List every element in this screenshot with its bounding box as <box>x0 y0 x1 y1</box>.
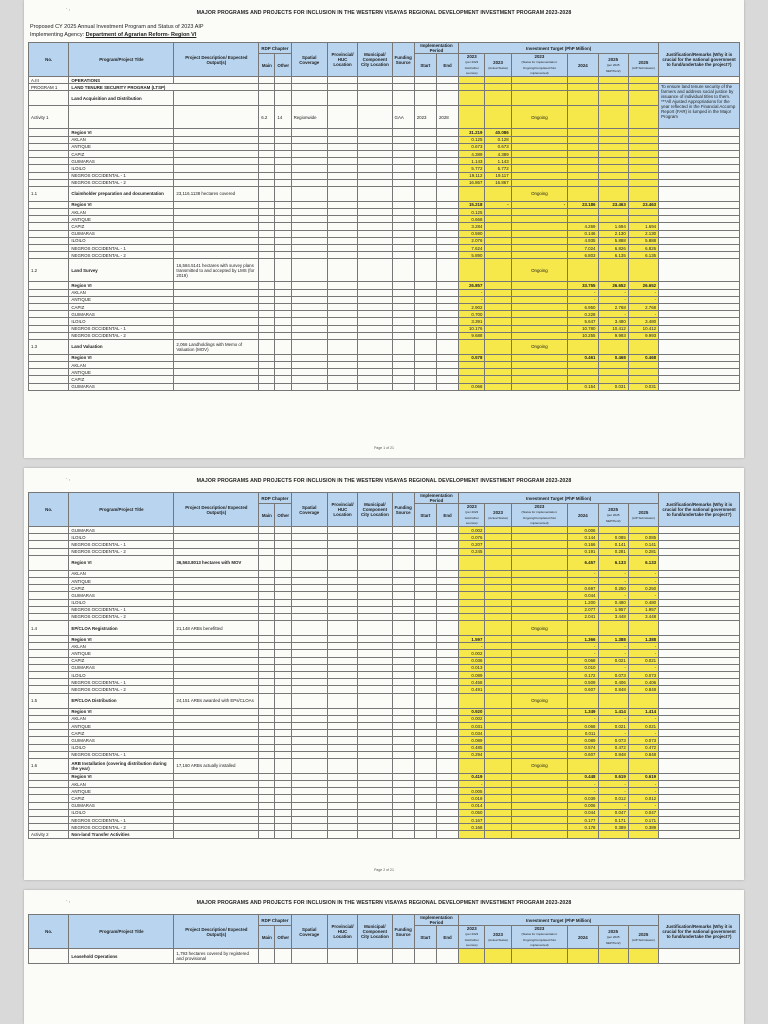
table-row: ANTIQUE - - - <box>29 577 740 584</box>
table-row: CAPIZ 0.036 0.068 0.021 0.021 <box>29 657 740 664</box>
table-row: NEGROS OCCIDENTAL - 1 2.077 1.957 1.957 <box>29 606 740 613</box>
table-row: Region VI 36,563.8013 hectares with MOV 6.457 6.133 6.133 <box>29 555 740 570</box>
table-row: 1.6 ARB Installation (covering distribution during the year) 17,160 ARBs actually installed Ongoing <box>29 758 740 773</box>
table-row: PROGRAM 1 LAND TENURE SECURITY PROGRAM (LTSP) To ensure land tenure security of the farmers and address social justice by issuance of individual titles to them. ***All Ajusted Appropriations for the year reflected in the Financial Accomp Report (FAR) is lumped in the Major Program <box>29 84 740 91</box>
table-row: ANTIQUE 0.002 - - - <box>29 650 740 657</box>
document-subtitle: Proposed CY 2025 Annual Investment Program and Status of 2023 AIP <box>30 24 204 30</box>
status-badge: Ongoing <box>511 339 568 354</box>
table-row: AKLAN <box>29 362 740 369</box>
table-row: ILOILO 2.076 4.935 5.888 5.888 <box>29 237 740 244</box>
table-row: AKLAN - - - - <box>29 643 740 650</box>
status-badge: Ongoing <box>511 693 568 708</box>
table-row: Region VI 31.219 40.086 <box>29 129 740 136</box>
page-footer: Page 1 of 21 <box>374 446 394 450</box>
table-row: NEGROS OCCIDENTAL - 2 0.491 0.607 0.848 0.848 <box>29 686 740 693</box>
table-row: CAPIZ <box>29 376 740 383</box>
table-row: GUIMARAS 0.044 - - <box>29 592 740 599</box>
table-row: ILOILO 0.050 0.044 0.047 0.047 <box>29 809 740 816</box>
table-row: ANTIQUE 0.005 - - - <box>29 788 740 795</box>
table-row: Region VI 1.597 1.366 1.388 1.388 <box>29 636 740 643</box>
document-title: MAJOR PROGRAMS AND PROJECTS FOR INCLUSION IN THE WESTERN VISAYAS REGIONAL DEVELOPMENT INVESTMENT PROGRAM 2023-2028 <box>196 478 572 484</box>
status-badge: Ongoing <box>511 621 568 636</box>
table-row: NEGROS OCCIDENTAL - 1 0.167 0.177 0.171 0.171 <box>29 817 740 824</box>
implementing-agency: Implementing Agency: Department of Agrarian Reform- Region VI <box>30 32 197 38</box>
aip-table-page-3: No. Program/Project Title Project Description/ Expected Output(s) RDP Chapter Spatial Coverage Provincial/ HUC Location Municipal/ Component City Location Funding Source Implementation Period Investment Target (PhP Million) Justification/Remarks (Why it is crucial for the national government to fund/undertake the project?) Main Other Start End 2023 (per 2023 GAA/other sources) 2023 (Actual Status) 2023 (Status for implementation: Ongoing/Completed /Not implemented) 2024 2025 (per 2025 NEP/Tier2) 2025 (AIP Submission) Leasehold Operations 1,793 hectares covered by registered and provisional <box>28 914 740 964</box>
table-row: Region VI 0.578 0.461 0.468 0.468 <box>29 354 740 361</box>
table-row: Land Acquisition and Distribution <box>29 91 740 106</box>
aip-table-page-2: No. Program/Project Title Project Description/ Expected Output(s) RDP Chapter Spatial Coverage Provincial/ HUC Location Municipal/ Component City Location Funding Source Implementation Period Investment Target (PhP Million) Justification/Remarks (Why it is crucial for the national government to fund/undertake the project?) Main Other Start End 2023 (per 2023 GAA/other sources) 2023 (Actual Status) 2023 (Status for implementation: Ongoing/Completed /Not implemented) 2024 2025 (per 2025 NEP/Tier2) 2025 (AIP Submission) GUIMARAS 0.002 0.006 ILOILO 0.076 0.144 0.085 0.085 NEGROS OCCIDENTAL - 1 0.207 0.166 0.141 0.141 NEGROS OCCIDENTAL - 2 0.245 0.191 0.281 0.281 Region VI 36,563.8013 hectares with MOV 6.457 6.133 6.133 AKLAN - - - ANTIQUE - - - CAPIZ 0.697 0.250 0.250 GUIMARAS 0.044 - - ILOILO 1.200 0.480 0.480 NEGROS OCCIDENTAL - 1 2.077 1.957 1.957 NEGROS OCCIDENTAL - 2 2.041 3.448 3.448 1.4 EP/CLOA Registration 21,148 ARBs benefitted Ongoing Region VI 1.597 1.366 1.388 1.388 AKLAN - - - - ANTIQUE 0.002 - - - CAPIZ 0.036 0.068 0.021 0.021 GUIMARAS 0.013 0.010 - - ILOILO 0.089 0.172 0.073 0.073 NEGROS OCCIDENTAL - 1 0.458 0.509 0.406 0.406 NEGROS OCCIDENTAL - 2 0.491 0.607 0.848 0.848 1.5 EP/CLOA Distribution 24,151 ARBs awarded with EPs/CLOAs Ongoing Region VI 0.920 1.349 1.414 1.414 AKLAN 0.002 - - - ANTIQUE 0.031 0.068 0.021 0.021 CAPIZ 0.034 0.011 - - GUIMARAS 0.089 0.089 0.073 0.073 ILOILO 0.485 0.574 0.472 0.472 NEGROS OCCIDENTAL - 1 0.294 0.607 0.848 0.848 1.6 ARB Installation (covering distribution during the year) 17,160 ARBs actually installed Ongoing Region VI 0.419 0.448 0.619 0.619 AKLAN - - - - ANTIQUE 0.005 - - - CAPIZ 0.018 0.039 0.012 0.012 GUIMARAS 0.014 0.006 - - ILOILO 0.050 0.044 0.047 0.047 NEGROS OCCIDENTAL - 1 0.167 0.177 0.171 0.171 NEGROS OCCIDENTAL - 2 0.168 0.178 0.389 0.389 Activity 2 Non-land Transfer Activities <box>28 492 740 839</box>
table-row: NEGROS OCCIDENTAL - 2 0.168 0.178 0.389 0.389 <box>29 824 740 831</box>
table-row: CAPIZ 0.697 0.250 0.250 <box>29 585 740 592</box>
document-title: MAJOR PROGRAMS AND PROJECTS FOR INCLUSION IN THE WESTERN VISAYAS REGIONAL DEVELOPMENT INVESTMENT PROGRAM 2023-2028 <box>196 10 572 16</box>
table-row: GUIMARAS 0.089 0.089 0.073 0.073 <box>29 737 740 744</box>
table-row: A.III OPERATIONS <box>29 77 740 84</box>
table-row: ILOILO 1.200 0.480 0.480 <box>29 599 740 606</box>
page-3: · , MAJOR PROGRAMS AND PROJECTS FOR INCLUSION IN THE WESTERN VISAYAS REGIONAL DEVELOPMENT INVESTMENT PROGRAM 2023-2028 No. Program/Project Title Project Description/ Expected Output(s) RDP Chapter Spatial Coverage Provincial/ HUC Location Municipal/ Component City Location Funding Source Implementation Period Investment Target (PhP Million) Justification/Remarks (Why it is crucial for the national government to fund/undertake the project?) Main Other Start End 2023 (per 2023 GAA/other sources) 2023 (Actual Status) 2023 (Status for implementation: Ongoing/Completed /Not implemented) 2024 2025 (per 2025 NEP/Tier2) 2025 (AIP Submission) Leasehold Operations 1,793 hectares covered by registered and provisional <box>24 890 744 1024</box>
table-row: ILOILO 0.089 0.172 0.073 0.073 <box>29 672 740 679</box>
table-row: 1.2 Land Survey 16,584.5141 hectares with survey plans transmitted to and accepted by LMS (for 2019) Ongoing <box>29 259 740 282</box>
table-row: NEGROS OCCIDENTAL - 1 0.207 0.166 0.141 0.141 <box>29 541 740 548</box>
table-row: NEGROS OCCIDENTAL - 1 10.176 10.780 10.412 10.412 <box>29 325 740 332</box>
table-row: GUIMARAS 0.002 0.006 <box>29 527 740 534</box>
table-row: NEGROS OCCIDENTAL - 2 2.041 3.448 3.448 <box>29 613 740 620</box>
table-row: ANTIQUE 0.673 0.673 <box>29 143 740 150</box>
table-row: ANTIQUE 0.031 0.068 0.021 0.021 <box>29 722 740 729</box>
table-row: NEGROS OCCIDENTAL - 1 0.458 0.509 0.406 0.406 <box>29 679 740 686</box>
table-row: AKLAN 0.125 0.128 <box>29 136 740 143</box>
table-row: NEGROS OCCIDENTAL - 1 19.112 19.117 <box>29 172 740 179</box>
table-row: NEGROS OCCIDENTAL - 2 16.867 16.867 <box>29 179 740 186</box>
status-badge: Ongoing <box>511 106 568 129</box>
table-row: Region VI 15.218 - - 23.186 23.463 23.463 <box>29 201 740 208</box>
table-row: Region VI 0.419 0.448 0.619 0.619 <box>29 773 740 780</box>
table-row: NEGROS OCCIDENTAL - 2 9.688 10.255 9.993 9.993 <box>29 332 740 339</box>
document-title: MAJOR PROGRAMS AND PROJECTS FOR INCLUSION IN THE WESTERN VISAYAS REGIONAL DEVELOPMENT INVESTMENT PROGRAM 2023-2028 <box>196 900 572 906</box>
table-header-row: No. Program/Project Title Project Description/ Expected Output(s) RDP Chapter Spatial Coverage Provincial/ HUC Location Municipal/ Component City Location Funding Source Implementation Period Investment Target (PhP Million) Justification/Remarks (Why it is crucial for the national government to fund/undertake the project?) <box>29 43 740 54</box>
table-header-row: No. Program/Project Title Project Description/ Expected Output(s) RDP Chapter Spatial Coverage Provincial/ HUC Location Municipal/ Component City Location Funding Source Implementation Period Investment Target (PhP Million) Justification/Remarks (Why it is crucial for the national government to fund/undertake the project?) <box>29 493 740 504</box>
table-row: CAPIZ 3.284 4.269 1.694 1.694 <box>29 223 740 230</box>
table-row: ILOILO 5.772 5.772 <box>29 165 740 172</box>
aip-table-page-1: No. Program/Project Title Project Description/ Expected Output(s) RDP Chapter Spatial Coverage Provincial/ HUC Location Municipal/ Component City Location Funding Source Implementation Period Investment Target (PhP Million) Justification/Remarks (Why it is crucial for the national government to fund/undertake the project?) Main Other Start End 2023 (per 2023 GAA/other sources) 2023 (Actual Status) 2023 (Status for implementation: Ongoing/Completed /Not implemented) 2024 2025 (per 2025 NEP/Tier2) 2025 (AIP Submission) A.III OPERATIONS PROGRAM 1 LAND TENURE SECURITY PROGRAM (LTSP) To ensure land tenure security of the farmers and address social justice by issuance of individual titles to them. ***All Ajusted Appropriations for the year reflected in the Financial Accomp Report (FAR) is lumped in the Major Program Land Acquisition and Distribution Activity 1 6.2 14 Regionwide GAA 2023 2028 Ongoing Region VI 31.219 40.086 AKLAN 0.125 0.128 ANTIQUE 0.673 0.673 CAPIZ 4.389 4.389 GUIMARAS 1.143 1.143 ILOILO 5.772 5.772 NEGROS OCCIDENTAL - 1 19.112 19.117 NEGROS OCCIDENTAL - 2 16.867 16.867 1.1 Claimholder preparation and documentation 23,116.1138 hectares covered Ongoing Region VI 15.218 - - 23.186 23.463 23.463 AKLAN 0.125 ANTIQUE 0.668 CAPIZ 3.284 4.269 1.694 1.694 GUIMARAS 0.590 0.146 2.130 2.130 ILOILO 2.076 4.935 5.888 5.888 NEGROS OCCIDENTAL - 1 7.624 7.024 6.826 6.826 NEGROS OCCIDENTAL - 2 5.890 6.803 6.135 6.135 1.2 Land Survey 16,584.5141 hectares with survey plans transmitted to and accepted by LMS (for 2019) Ongoing Region VI 26.857 33.755 26.652 26.652 AKLAN - - - - ANTIQUE - - - - CAPIZ 2.902 6.950 2.768 2.768 GUIMARAS 0.700 0.228 - - ILOILO 3.391 5.647 3.480 3.480 NEGROS OCCIDENTAL - 1 10.176 10.780 10.412 10.412 NEGROS OCCIDENTAL - 2 9.688 10.255 9.993 9.993 1.3 Land Valuation 2,066 Landholdings with Memo of Valuation (MOV) Ongoing Region VI 0.578 0.461 0.468 0.468 AKLAN ANTIQUE CAPIZ GUIMARAS 0.068 0.154 0.031 0.031 <box>28 42 740 391</box>
table-row: AKLAN 0.002 - - - <box>29 715 740 722</box>
table-row: 1.5 EP/CLOA Distribution 24,151 ARBs awarded with EPs/CLOAs Ongoing <box>29 693 740 708</box>
table-row: AKLAN 0.125 <box>29 209 740 216</box>
status-badge: Ongoing <box>511 186 568 201</box>
table-row: NEGROS OCCIDENTAL - 2 0.245 0.191 0.281 0.281 <box>29 548 740 555</box>
table-row: 1.1 Claimholder preparation and documentation 23,116.1138 hectares covered Ongoing <box>29 186 740 201</box>
table-row: NEGROS OCCIDENTAL - 2 5.890 6.803 6.135 6.135 <box>29 252 740 259</box>
table-row: NEGROS OCCIDENTAL - 1 0.294 0.607 0.848 0.848 <box>29 751 740 758</box>
table-row: Region VI 26.857 33.755 26.652 26.652 <box>29 282 740 289</box>
table-row: GUIMARAS 0.590 0.146 2.130 2.130 <box>29 230 740 237</box>
table-row: AKLAN - - - - <box>29 781 740 788</box>
table-row: ANTIQUE <box>29 369 740 376</box>
table-row: ANTIQUE 0.668 <box>29 216 740 223</box>
table-row: AKLAN - - - <box>29 570 740 577</box>
justification-text: To ensure land tenure security of the farmers and address social justice by issuance of individual titles to them. ***All Ajusted Appropriations for the year reflected in the Financial Accomp Report (FAR) is lumped in the Major Program <box>659 84 740 129</box>
table-row: NEGROS OCCIDENTAL - 1 7.624 7.024 6.826 6.826 <box>29 245 740 252</box>
table-row: Leasehold Operations 1,793 hectares covered by registered and provisional <box>29 949 740 964</box>
page-2: · , MAJOR PROGRAMS AND PROJECTS FOR INCLUSION IN THE WESTERN VISAYAS REGIONAL DEVELOPMENT INVESTMENT PROGRAM 2023-2028 No. Program/Project Title Project Description/ Expected Output(s) RDP Chapter Spatial Coverage Provincial/ HUC Location Municipal/ Component City Location Funding Source Implementation Period Investment Target (PhP Million) Justification/Remarks (Why it is crucial for the national government to fund/undertake the project?) Main Other Start End 2023 (per 2023 GAA/other sources) 2023 (Actual Status) 2023 (Status for implementation: Ongoing/Completed /Not implemented) 2024 2025 (per 2025 NEP/Tier2) 2025 (AIP Submission) GUIMARAS 0.002 0.006 ILOILO 0.076 0.144 0.085 0.085 NEGROS OCCIDENTAL - 1 0.207 0.166 0.141 0.141 NEGROS OCCIDENTAL - 2 0.245 0.191 0.281 0.281 Region VI 36,563.8013 hectares with MOV 6.457 6.133 6.133 AKLAN - - - ANTIQUE - - - CAPIZ 0.697 0.250 0.250 GUIMARAS 0.044 - - ILOILO 1.200 0.480 0.480 NEGROS OCCIDENTAL - 1 2.077 1.957 1.957 NEGROS OCCIDENTAL - 2 2.041 3.448 3.448 1.4 EP/CLOA Registration 21,148 ARBs benefitted Ongoing Region VI 1.597 1.366 1.388 1.388 AKLAN - - - - ANTIQUE 0.002 - - - CAPIZ 0.036 0.068 0.021 0.021 GUIMARAS 0.013 0.010 - - ILOILO 0.089 0.172 0.073 0.073 NEGROS OCCIDENTAL - 1 0.458 0.509 0.406 0.406 NEGROS OCCIDENTAL - 2 0.491 0.607 0.848 0.848 1.5 EP/CLOA Distribution 24,151 ARBs awarded with EPs/CLOAs Ongoing Region VI 0.920 1.349 1.414 1.414 AKLAN 0.002 - - - ANTIQUE 0.031 0.068 0.021 0.021 CAPIZ 0.034 0.011 - - GUIMARAS 0.089 0.089 0.073 0.073 ILOILO 0.485 0.574 0.472 0.472 NEGROS OCCIDENTAL - 1 0.294 0.607 0.848 0.848 1.6 ARB Installation (covering distribution during the year) 17,160 ARBs actually installed Ongoing Region VI 0.419 0.448 0.619 0.619 AKLAN - - - - ANTIQUE 0.005 - - - CAPIZ 0.018 0.039 0.012 0.012 GUIMARAS 0.014 0.006 - - ILOILO 0.050 0.044 0.047 0.047 NEGROS OCCIDENTAL - 1 0.167 0.177 0.171 0.171 NEGROS OCCIDENTAL - 2 0.168 0.178 0.389 0.389 Activity 2 Non-land Transfer Activities Page 2 of 21 <box>24 468 744 880</box>
table-row: GUIMARAS 0.700 0.228 - - <box>29 311 740 318</box>
table-row: Activity 2 Non-land Transfer Activities <box>29 831 740 838</box>
table-row: AKLAN - - - - <box>29 289 740 296</box>
table-row: ILOILO 0.076 0.144 0.085 0.085 <box>29 534 740 541</box>
table-row: ILOILO 0.485 0.574 0.472 0.472 <box>29 744 740 751</box>
page-footer: Page 2 of 21 <box>374 868 394 872</box>
table-row: ANTIQUE - - - - <box>29 296 740 303</box>
table-row: GUIMARAS 0.013 0.010 - - <box>29 664 740 671</box>
table-row: 1.3 Land Valuation 2,066 Landholdings with Memo of Valuation (MOV) Ongoing <box>29 339 740 354</box>
table-row: CAPIZ 0.018 0.039 0.012 0.012 <box>29 795 740 802</box>
table-row: GUIMARAS 0.068 0.154 0.031 0.031 <box>29 383 740 390</box>
table-row: GUIMARAS 1.143 1.143 <box>29 158 740 165</box>
table-row: CAPIZ 0.034 0.011 - - <box>29 730 740 737</box>
table-row: 1.4 EP/CLOA Registration 21,148 ARBs benefitted Ongoing <box>29 621 740 636</box>
table-row: CAPIZ 2.902 6.950 2.768 2.768 <box>29 303 740 310</box>
table-row: Activity 1 6.2 14 Regionwide GAA 2023 2028 Ongoing <box>29 106 740 129</box>
table-row: ILOILO 3.391 5.647 3.480 3.480 <box>29 318 740 325</box>
table-row: CAPIZ 4.389 4.389 <box>29 150 740 157</box>
page-1: · , MAJOR PROGRAMS AND PROJECTS FOR INCLUSION IN THE WESTERN VISAYAS REGIONAL DEVELOPMENT INVESTMENT PROGRAM 2023-2028 Proposed CY 2025 Annual Investment Program and Status of 2023 AIP Implementing Agency: Department of Agrarian Reform- Region VI No. Program/Project Title Project Description/ Expected Output(s) RDP Chapter Spatial Coverage Provincial/ HUC Location Municipal/ Component City Location Funding Source Implementation Period Investment Target (PhP Million) Justification/Remarks (Why it is crucial for the national government to fund/undertake the project?) Main Other Start End 2023 (per 2023 GAA/other sources) 2023 (Actual Status) 2023 (Status for implementation: Ongoing/Completed /Not implemented) 2024 2025 (per 2025 NEP/Tier2) 2025 (AIP Submission) A.III OPERATIONS PROGRAM 1 LAND TENURE SECURITY PROGRAM (LTSP) To ensure land tenure security of the farmers and address social justice by issuance of individual titles to them. ***All Ajusted Appropriations for the year reflected in the Financial Accomp Report (FAR) is lumped in the Major Program Land Acquisition and Distribution Activity 1 6.2 14 Regionwide GAA 2023 2028 Ongoing Region VI 31.219 40.086 AKLAN 0.125 0.128 ANTIQUE 0.673 0.673 CAPIZ 4.389 4.389 GUIMARAS 1.143 1.143 ILOILO 5.772 5.772 NEGROS OCCIDENTAL - 1 19.112 19.117 NEGROS OCCIDENTAL - 2 16.867 16.867 1.1 Claimholder preparation and documentation 23,116.1138 hectares covered Ongoing Region VI 15.218 - - 23.186 23.463 23.463 AKLAN 0.125 ANTIQUE 0.668 CAPIZ 3.284 4.269 1.694 1.694 GUIMARAS 0.590 0.146 2.130 2.130 ILOILO 2.076 4.935 5.888 5.888 NEGROS OCCIDENTAL - 1 7.624 7.024 6.826 6.826 NEGROS OCCIDENTAL - 2 5.890 6.803 6.135 6.135 1.2 Land Survey 16,584.5141 hectares with survey plans transmitted to and accepted by LMS (for 2019) Ongoing Region VI 26.857 33.755 26.652 26.652 AKLAN - - - - ANTIQUE - - - - CAPIZ 2.902 6.950 2.768 2.768 GUIMARAS 0.700 0.228 - - ILOILO 3.391 5.647 3.480 3.480 NEGROS OCCIDENTAL - 1 10.176 10.780 10.412 10.412 NEGROS OCCIDENTAL - 2 9.688 10.255 9.993 9.993 1.3 Land Valuation 2,066 Landholdings with Memo of Valuation (MOV) Ongoing Region VI 0.578 0.461 0.468 0.468 AKLAN ANTIQUE CAPIZ GUIMARAS 0.068 0.154 0.031 0.031 Page 1 of 21 <box>24 0 744 458</box>
table-row: Region VI 0.920 1.349 1.414 1.414 <box>29 708 740 715</box>
table-row: GUIMARAS 0.014 0.006 - - <box>29 802 740 809</box>
status-badge: Ongoing <box>511 259 568 282</box>
status-badge: Ongoing <box>511 758 568 773</box>
table-header-row: No. Program/Project Title Project Description/ Expected Output(s) RDP Chapter Spatial Coverage Provincial/ HUC Location Municipal/ Component City Location Funding Source Implementation Period Investment Target (PhP Million) Justification/Remarks (Why it is crucial for the national government to fund/undertake the project?) <box>29 915 740 926</box>
